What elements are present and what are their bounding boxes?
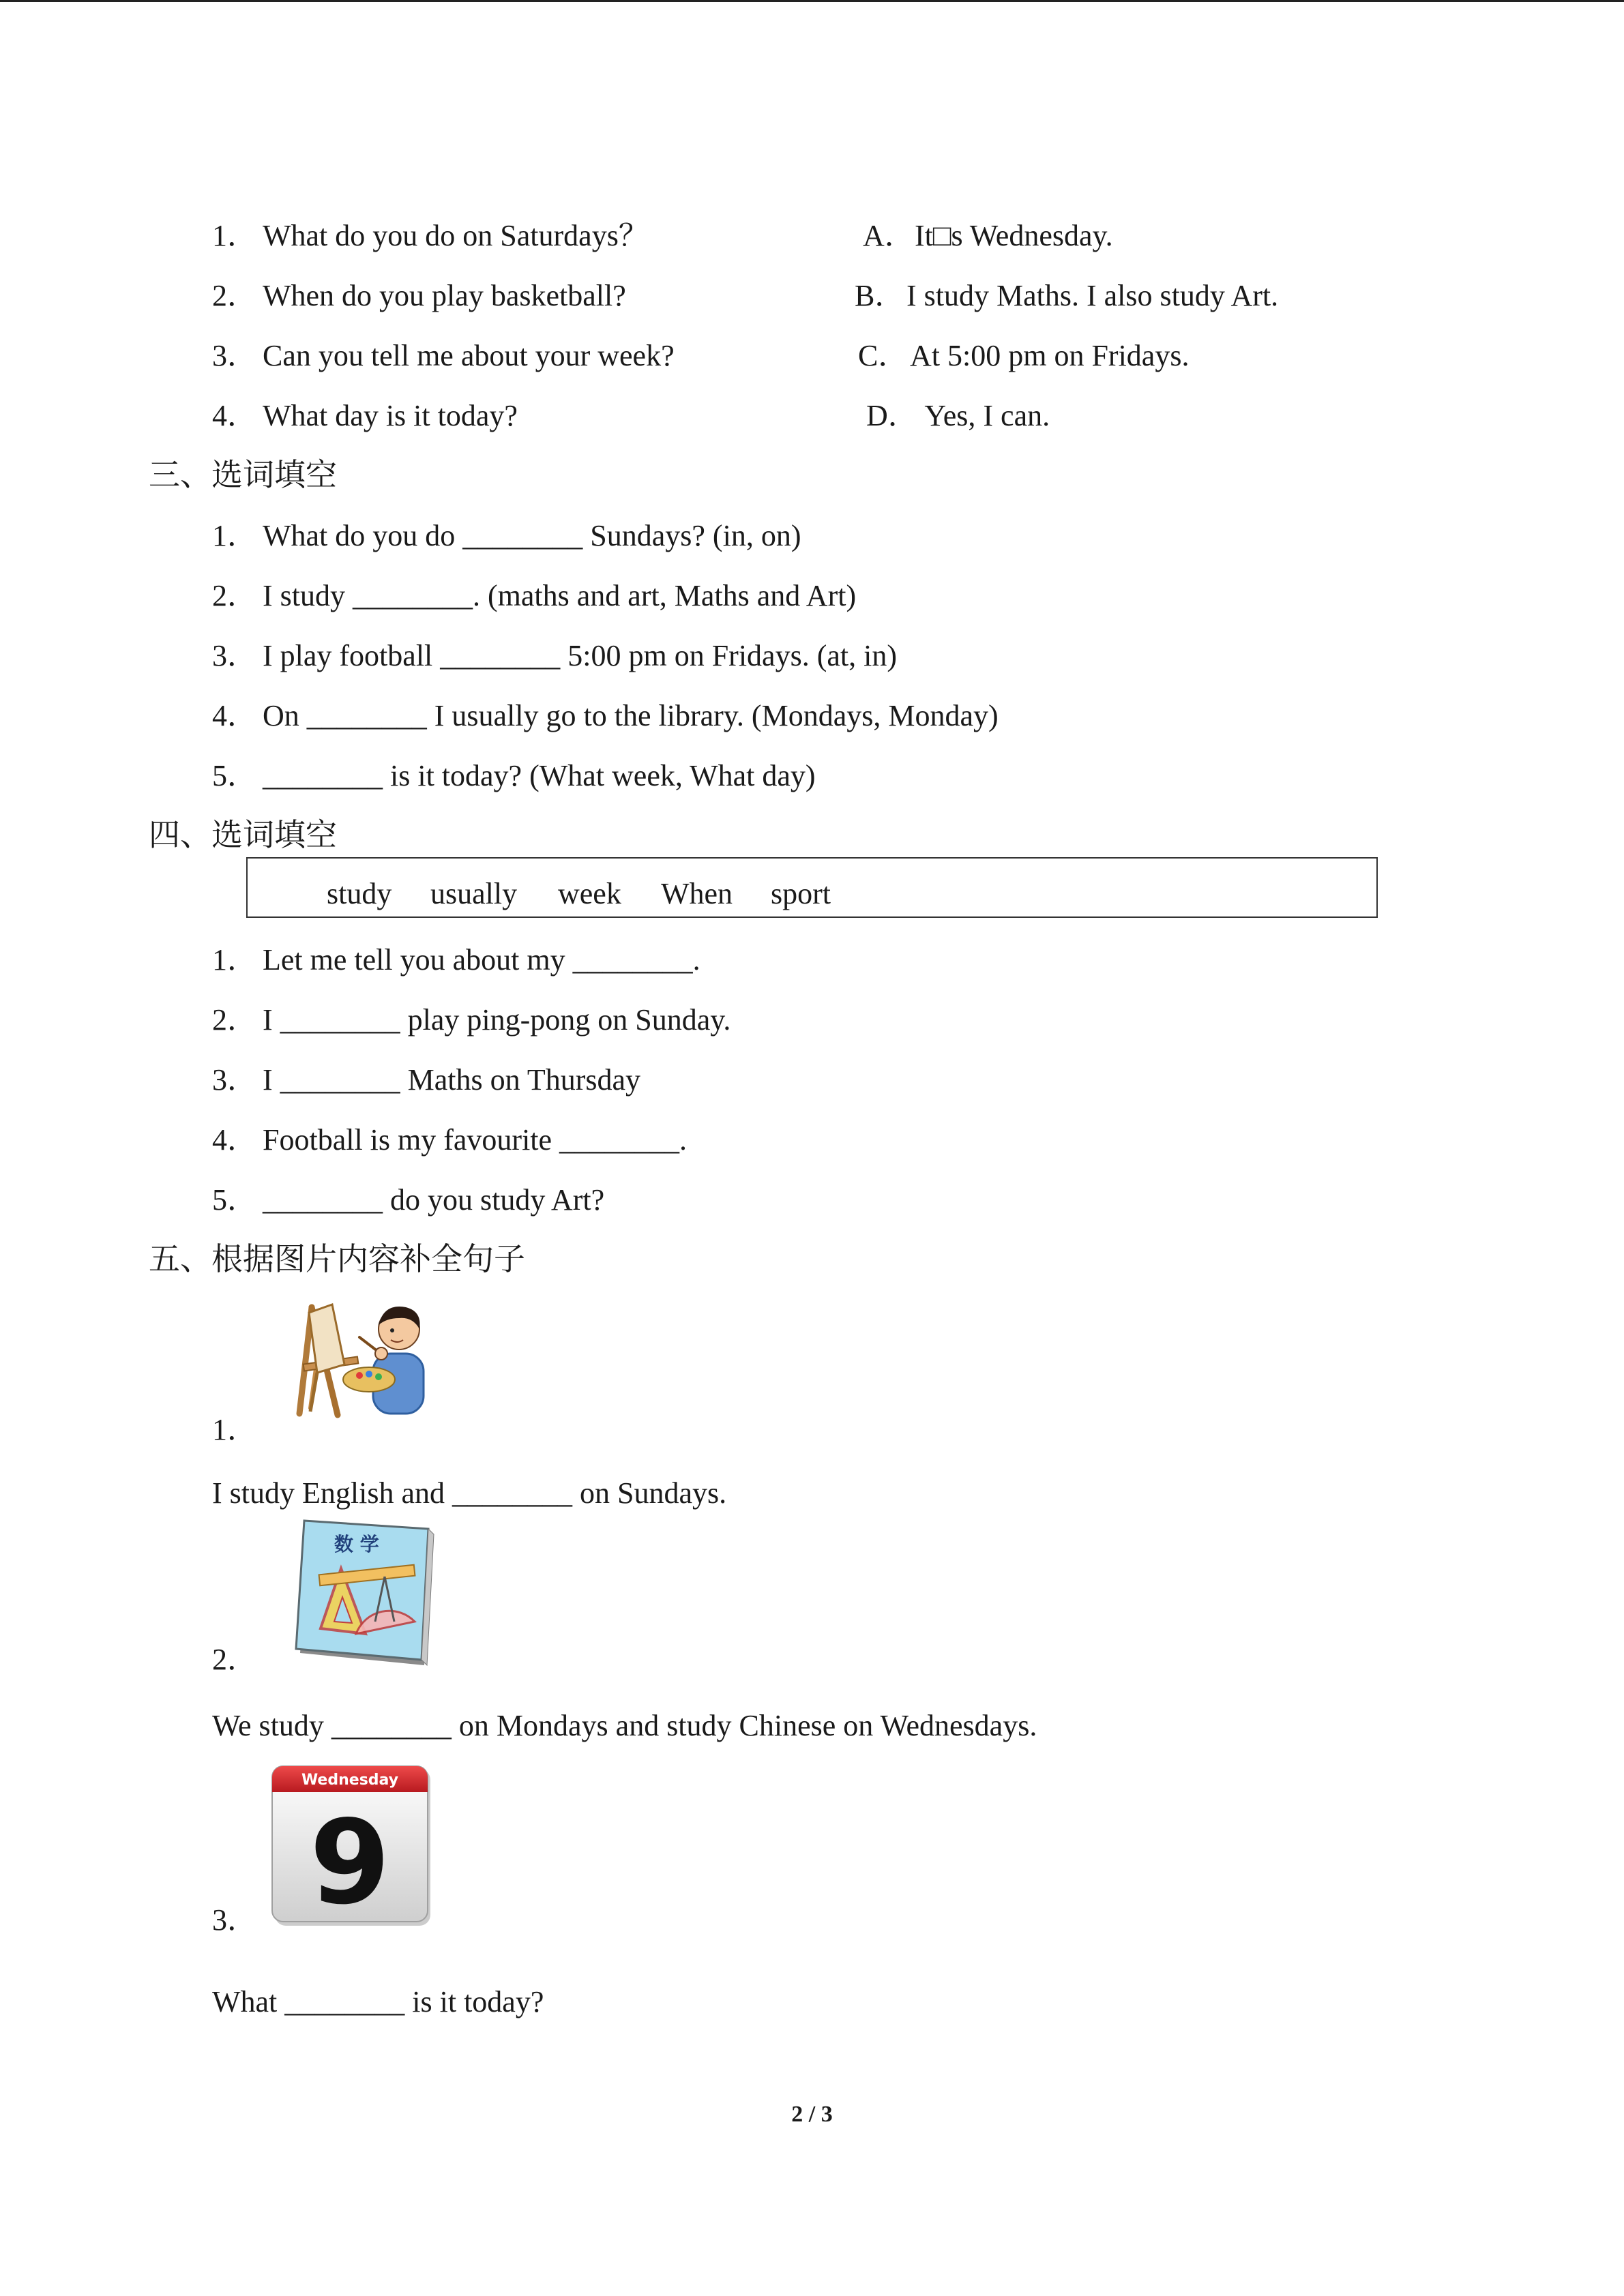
- section4-item-4: 4． Football is my favourite ________.: [212, 1123, 688, 1157]
- book-icon: [296, 1521, 434, 1665]
- section5-item-1-sentence: I study English and ________ on Sundays.: [212, 1476, 727, 1510]
- section5-item-1-num: 1．: [212, 1413, 257, 1446]
- match-question-1: 1． What do you do on Saturdays？: [212, 219, 649, 252]
- calendar-date: 9: [309, 1795, 391, 1930]
- word-bank-word: When: [661, 877, 733, 910]
- section4-item-5: 5． ________ do you study Art?: [212, 1183, 605, 1217]
- section5-item-2-sentence: We study ________ on Mondays and study Chinese on Wednesdays.: [212, 1709, 1037, 1742]
- match-answer-b: B．I study Maths. I also study Art.: [855, 279, 1279, 312]
- section5-heading: 五、根据图片内容补全句子: [149, 1240, 525, 1277]
- section4-item-1: 1． Let me tell you about my ________.: [212, 943, 700, 976]
- match-answer-a: A．It□s Wednesday.: [863, 219, 1113, 252]
- section3-item-1: 1． What do you do ________ Sundays? (in, on): [212, 519, 801, 552]
- calendar-day: Wednesday: [301, 1772, 399, 1789]
- section5-item-3-num: 3．: [212, 1903, 257, 1937]
- section5-item-3-sentence: What ________ is it today?: [212, 1985, 544, 2018]
- word-bank-word: study: [327, 877, 392, 910]
- top-border: [0, 0, 1624, 2]
- match-answer-c: C．At 5:00 pm on Fridays.: [858, 339, 1190, 372]
- section3-item-4: 4． On ________ I usually go to the library. (Mondays, Monday): [212, 699, 999, 732]
- section3-item-3: 3． I play football ________ 5:00 pm on Fridays. (at, in): [212, 639, 897, 672]
- calendar-icon: [272, 1766, 430, 1930]
- word-bank-word: week: [558, 877, 621, 910]
- easel-icon: [299, 1304, 358, 1415]
- maths-book-illustration: [295, 1519, 438, 1669]
- match-question-2: 2． When do you play basketball?: [212, 279, 626, 312]
- book-label: 数 学: [334, 1533, 379, 1555]
- section3-item-5: 5． ________ is it today? (What week, What day): [212, 759, 816, 792]
- word-bank-box: [246, 857, 1378, 918]
- section4-heading: 四、选词填空: [149, 816, 337, 853]
- match-question-3: 3． Can you tell me about your week?: [212, 339, 675, 372]
- word-bank-word: sport: [771, 877, 831, 910]
- section3-heading: 三、选词填空: [149, 456, 337, 493]
- word-bank-word: usually: [430, 877, 518, 910]
- section5-item-2-num: 2．: [212, 1643, 257, 1676]
- match-question-4: 4． What day is it today?: [212, 399, 518, 432]
- painting-boy-illustration: [297, 1299, 433, 1422]
- calendar-illustration: [272, 1766, 434, 1930]
- section4-item-3: 3． I ________ Maths on Thursday: [212, 1063, 641, 1097]
- section4-item-2: 2． I ________ play ping-pong on Sunday.: [212, 1003, 731, 1037]
- section3-item-2: 2． I study ________. (maths and art, Maths and Art): [212, 579, 857, 612]
- match-answer-d: D． Yes, I can.: [866, 399, 1050, 432]
- page-number: 2 / 3: [791, 2102, 833, 2127]
